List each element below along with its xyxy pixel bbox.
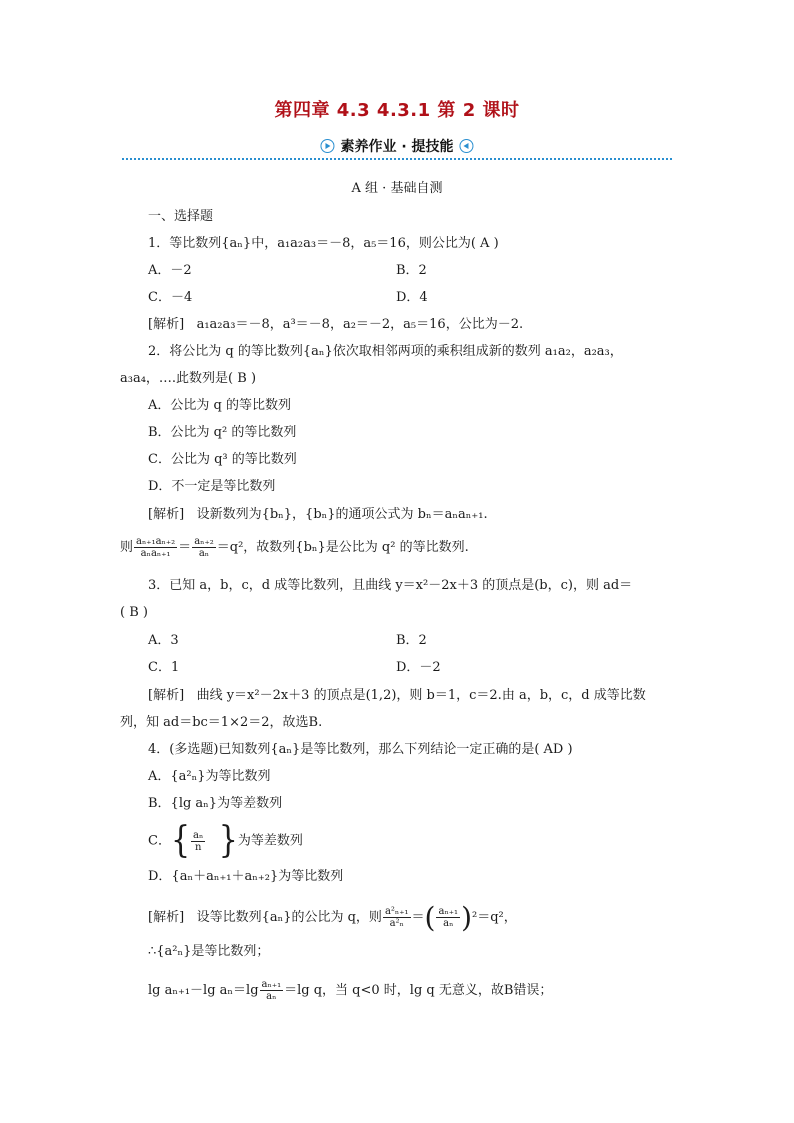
q4-optc-den: n bbox=[194, 841, 202, 853]
right-paren-icon: ) bbox=[461, 900, 472, 934]
dotted-divider bbox=[122, 158, 672, 160]
q4-analysis-lg-prefix: lg aₙ₊₁－lg aₙ＝lg bbox=[148, 983, 259, 998]
q3-option-b: B．2 bbox=[396, 633, 427, 648]
q2-frac2-den: aₙ bbox=[198, 548, 210, 559]
q3-option-d: D．－2 bbox=[396, 660, 441, 675]
q3-stem-line2: ( B ) bbox=[120, 605, 148, 620]
page-title: 第四章 4.3 4.3.1 第 2 课时 bbox=[274, 100, 520, 121]
q1-analysis-tag: [解析] bbox=[148, 317, 185, 332]
banner-text: 素养作业 · 提技能 bbox=[340, 139, 454, 155]
play-left-icon bbox=[460, 139, 474, 153]
q4-analysis-line1: [解析] 设等比数列{aₙ}的公比为 q，则 $\frac{\text{a²ₙ₊₁}}{\text{a²ₙ}}$ ＝( $\frac{\text{aₙ₊₁}}{\text{aₙ}}$ )²＝q²， bbox=[148, 900, 517, 934]
q4-option-c bbox=[148, 819, 303, 862]
q2-frac1-den: aₙaₙ₊₁ bbox=[140, 548, 171, 559]
q4-af2-den: aₙ bbox=[443, 918, 454, 929]
q4-lf-num: aₙ₊₁ bbox=[261, 979, 282, 990]
banner-label bbox=[320, 136, 473, 156]
q2-frac1-num: aₙ₊₁aₙ₊₂ bbox=[136, 536, 176, 547]
q2-stem-line2: a₃a₄，….此数列是( B ) bbox=[120, 371, 257, 386]
q4-af1-den: a²ₙ bbox=[389, 918, 404, 929]
q4-af2-num: aₙ₊₁ bbox=[438, 906, 459, 917]
q4-af1-num: a²ₙ₊₁ bbox=[384, 906, 409, 917]
q4-analysis-lg-suffix: ＝lg q，当 q<0 时，lg q 无意义，故B错误； bbox=[284, 983, 553, 998]
left-paren-icon: ( bbox=[424, 900, 436, 934]
q4-option-d: D．{aₙ＋aₙ₊₁＋aₙ₊₂}为等比数列 bbox=[148, 869, 344, 884]
q4-option-a: A．{a²ₙ}为等比数列 bbox=[148, 769, 271, 784]
q2-analysis-conclusion: ＝q²，故数列{bₙ}是公比为 q² 的等比数列. bbox=[216, 540, 469, 555]
q4-analysis-line3 bbox=[148, 976, 552, 1006]
q1-option-b: B．2 bbox=[396, 263, 427, 278]
q2-option-d: D．不一定是等比数列 bbox=[148, 479, 276, 494]
q3-analysis-line2: 列，知 ad＝bc＝1×2＝2，故选B. bbox=[120, 715, 323, 730]
q2-analysis-text: 设新数列为{bₙ}，{bₙ}的通项公式为 bₙ＝aₙaₙ₊₁. bbox=[196, 507, 488, 522]
q2-option-c: C．公比为 q³ 的等比数列 bbox=[148, 452, 297, 467]
q1-option-c: C．－4 bbox=[148, 290, 193, 305]
q4-optc-fraction bbox=[191, 830, 205, 853]
q4-analysis-fraction-1 bbox=[383, 906, 411, 929]
q4-option-b: B．{lg aₙ}为等差数列 bbox=[148, 796, 283, 811]
q4-optc-suffix: 为等差数列 bbox=[237, 833, 303, 849]
q2-fraction-2 bbox=[192, 536, 216, 559]
q4-analysis-prefix: 设等比数列{aₙ}的公比为 q，则 bbox=[196, 910, 382, 925]
q2-stem-line1: 2．将公比为 q 的等比数列{aₙ}依次取相邻两项的乘积组成新的数列 a₁a₂，a₂a₃， bbox=[148, 344, 623, 359]
q1-option-d: D．4 bbox=[396, 290, 428, 305]
q2-then: 则 bbox=[120, 540, 134, 555]
q2-analysis-tag: [解析] bbox=[148, 507, 185, 522]
q3-analysis-tag: [解析] bbox=[148, 688, 185, 703]
q2-analysis-line1 bbox=[148, 506, 488, 524]
q3-option-a: A．3 bbox=[148, 633, 179, 648]
q4-optc-prefix: C． bbox=[148, 833, 171, 849]
q2-frac2-num: aₙ₊₂ bbox=[194, 536, 214, 547]
q4-stem: 4．(多选题)已知数列{aₙ}是等比数列，那么下列结论一定正确的是( AD ) bbox=[148, 742, 573, 757]
q4-lf-den: aₙ bbox=[266, 991, 277, 1002]
part-heading: 一、选择题 bbox=[148, 209, 214, 224]
left-brace-icon: { bbox=[170, 819, 191, 862]
q2-option-b: B．公比为 q² 的等比数列 bbox=[148, 425, 297, 440]
q4-analysis-line2: ∴{a²ₙ}是等比数列； bbox=[148, 944, 270, 959]
q3-option-c: C．1 bbox=[148, 660, 180, 675]
play-right-icon bbox=[320, 139, 334, 153]
q4-analysis-tag: [解析] bbox=[148, 910, 185, 925]
group-heading: A 组 · 基础自测 bbox=[351, 181, 443, 196]
q4-optc-num: aₙ bbox=[193, 829, 204, 841]
q3-analysis-text: 曲线 y＝x²－2x＋3 的顶点是(1,2)，则 b＝1，c＝2.由 a，b，c，d 成等比数 bbox=[196, 688, 646, 703]
q1-analysis bbox=[148, 316, 523, 334]
q1-analysis-text: a₁a₂a₃＝－8，a³＝－8，a₂＝－2，a₅＝16，公比为－2. bbox=[196, 317, 524, 332]
section-banner bbox=[122, 134, 672, 160]
right-brace-icon: } bbox=[218, 819, 238, 862]
q2-analysis-line2: 则 $\frac{\text{aₙ₊₁aₙ₊₂}}{\text{aₙaₙ₊₁}}$ ＝ $\frac{\text{aₙ₊₂}}{\text{aₙ}}$ ＝q²，故数列{bₙ}是公比为 q² 的等比数列. bbox=[120, 536, 469, 559]
q4-lg-fraction bbox=[260, 979, 284, 1002]
q3-stem-line1: 3．已知 a，b，c，d 成等比数列，且曲线 y＝x²－2x＋3 的顶点是(b，c)，则 ad＝ bbox=[148, 578, 633, 593]
q1-stem: 1．等比数列{aₙ}中，a₁a₂a₃＝－8，a₅＝16，则公比为( A ) bbox=[148, 236, 499, 251]
q3-analysis-line1 bbox=[148, 687, 646, 705]
q4-analysis-fraction-2 bbox=[436, 906, 460, 929]
q4-analysis-suffix: ²＝q²， bbox=[472, 910, 517, 925]
q1-option-a: A．－2 bbox=[148, 263, 192, 278]
q2-option-a: A．公比为 q 的等比数列 bbox=[148, 398, 291, 413]
q2-fraction-1 bbox=[134, 536, 177, 559]
